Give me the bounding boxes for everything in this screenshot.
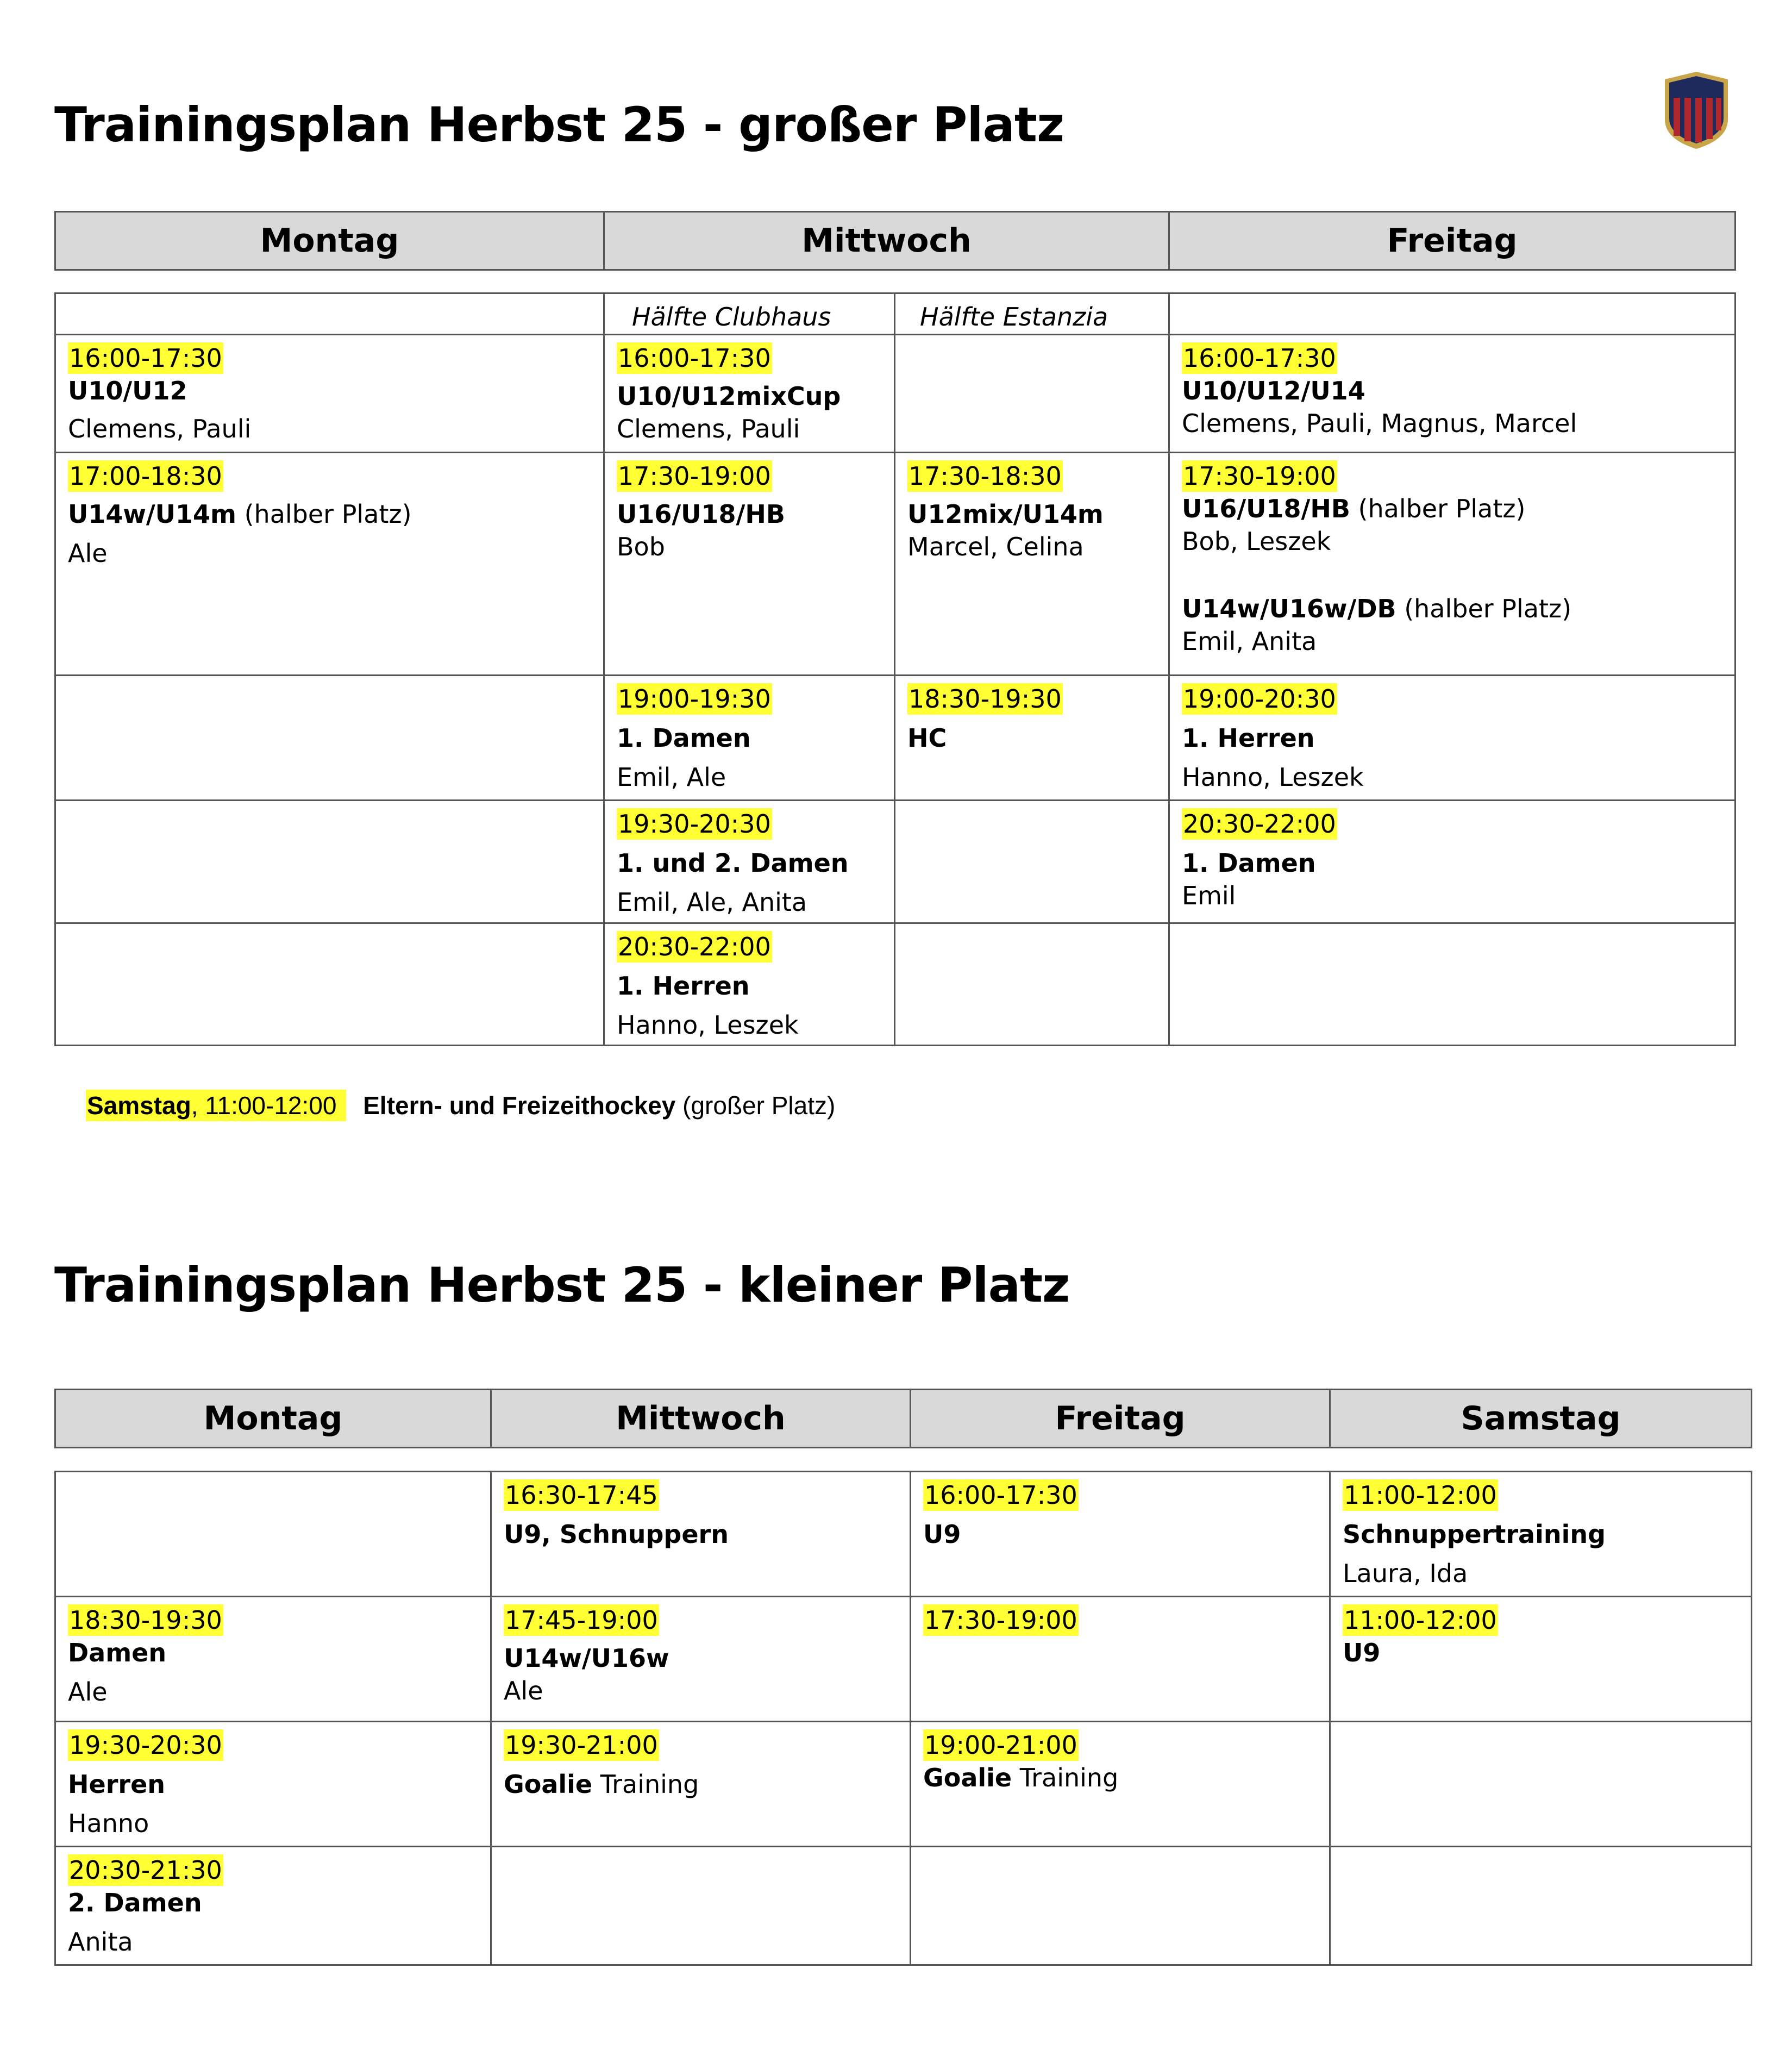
slot-cell bbox=[491, 1847, 911, 1965]
table-row bbox=[55, 1472, 1752, 1597]
day-wednesday: Mittwoch bbox=[604, 212, 1169, 270]
slot-cell: 17:45-19:00 U14w/U16w Ale bbox=[491, 1597, 911, 1722]
table-row bbox=[55, 335, 1735, 453]
table-row bbox=[55, 923, 1735, 1046]
slot-cell: 19:00-19:30 1. Damen Emil, Ale bbox=[604, 676, 895, 801]
slot-cell: 20:30-21:30 2. Damen Anita bbox=[55, 1847, 491, 1965]
table-row bbox=[55, 1722, 1752, 1847]
slot-cell: 18:30-19:30 HC bbox=[895, 676, 1169, 801]
slot-cell: 16:00-17:30 U10/U12mixCup Clemens, Pauli bbox=[604, 335, 895, 453]
slot-cell: 19:00-21:00 Goalie Training bbox=[911, 1722, 1330, 1847]
slot-cell bbox=[55, 923, 604, 1046]
day-monday: Montag bbox=[55, 1390, 491, 1448]
large-schedule-table bbox=[54, 292, 1736, 1046]
slot-cell: 16:00-17:30 U9 bbox=[911, 1472, 1330, 1597]
small-field-title: Trainingsplan Herbst 25 - kleiner Platz bbox=[54, 1257, 1070, 1313]
slot-cell bbox=[55, 676, 604, 801]
slot-cell bbox=[895, 923, 1169, 1046]
slot-cell bbox=[895, 335, 1169, 453]
large-day-header bbox=[54, 211, 1736, 271]
slot-cell: 19:30-20:30 1. und 2. Damen Emil, Ale, Anita bbox=[604, 801, 895, 923]
slot-cell: 17:00-18:30 U14w/U14m (halber Platz) Ale bbox=[55, 453, 604, 676]
day-friday: Freitag bbox=[1169, 212, 1735, 270]
slot-cell: 11:00-12:00 Schnuppertraining Laura, Ida bbox=[1330, 1472, 1752, 1597]
half-clubhaus-label: Hälfte Clubhaus bbox=[604, 293, 895, 335]
slot-cell: 19:30-21:00 Goalie Training bbox=[491, 1722, 911, 1847]
table-row bbox=[55, 676, 1735, 801]
small-day-header bbox=[54, 1389, 1752, 1448]
slot-cell: 16:30-17:45 U9, Schnuppern bbox=[491, 1472, 911, 1597]
slot-cell bbox=[1330, 1847, 1752, 1965]
small-schedule-table bbox=[54, 1471, 1752, 1966]
slot-cell: 19:30-20:30 Herren Hanno bbox=[55, 1722, 491, 1847]
day-friday: Freitag bbox=[911, 1390, 1330, 1448]
saturday-note: Samstag, 11:00-12:00 Eltern- und Freizeithockey (großer Platz) bbox=[86, 1089, 835, 1122]
slot-cell: 16:00-17:30 U10/U12/U14 Clemens, Pauli, Magnus, Marcel bbox=[1169, 335, 1735, 453]
day-saturday: Samstag bbox=[1330, 1390, 1752, 1448]
table-row bbox=[55, 1597, 1752, 1722]
slot-cell: 16:00-17:30 U10/U12 Clemens, Pauli bbox=[55, 335, 604, 453]
table-row bbox=[55, 453, 1735, 676]
slot-cell: 17:30-19:00 U16/U18/HB (halber Platz) Bob, Leszek U14w/U16w/DB (halber Platz) Emil, Anita bbox=[1169, 453, 1735, 676]
slot-cell bbox=[1169, 923, 1735, 1046]
slot-cell bbox=[1330, 1722, 1752, 1847]
table-row bbox=[55, 801, 1735, 923]
slot-cell: 17:30-19:00 U16/U18/HB Bob bbox=[604, 453, 895, 676]
slot-cell: 18:30-19:30 Damen Ale bbox=[55, 1597, 491, 1722]
slot-cell bbox=[895, 801, 1169, 923]
slot-cell: 17:30-18:30 U12mix/U14m Marcel, Celina bbox=[895, 453, 1169, 676]
slot-cell bbox=[55, 1472, 491, 1597]
large-field-title: Trainingsplan Herbst 25 - großer Platz bbox=[54, 97, 1064, 153]
slot-cell: 11:00-12:00 U9 bbox=[1330, 1597, 1752, 1722]
day-wednesday: Mittwoch bbox=[491, 1390, 911, 1448]
table-row bbox=[55, 1847, 1752, 1965]
day-monday: Montag bbox=[55, 212, 604, 270]
half-estanzia-label: Hälfte Estanzia bbox=[895, 293, 1169, 335]
slot-cell: 17:30-19:00 bbox=[911, 1597, 1330, 1722]
slot-cell bbox=[911, 1847, 1330, 1965]
slot-cell bbox=[55, 801, 604, 923]
slot-cell: 19:00-20:30 1. Herren Hanno, Leszek bbox=[1169, 676, 1735, 801]
slot-cell: 20:30-22:00 1. Herren Hanno, Leszek bbox=[604, 923, 895, 1046]
club-crest-logo bbox=[1662, 70, 1731, 151]
slot-cell: 20:30-22:00 1. Damen Emil bbox=[1169, 801, 1735, 923]
